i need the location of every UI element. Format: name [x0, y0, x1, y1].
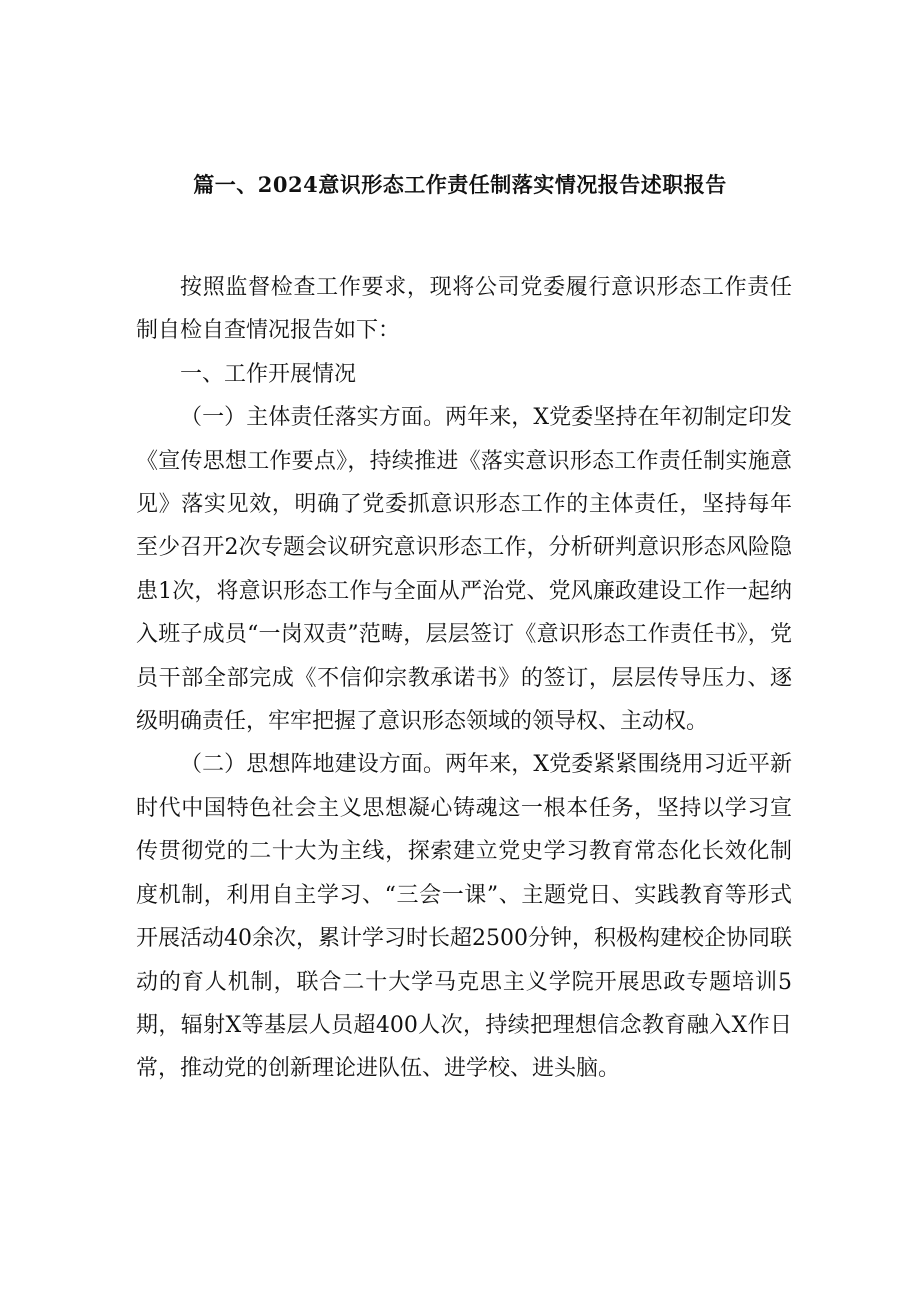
paragraph-main-responsibility: （一）主体责任落实方面。两年来，X党委坚持在年初制定印发《宣传思想工作要点》，持续推进《落实意识形态工作责任制实施意见》落实见效，明确了党委抓意识形态工作的主体责任，坚持每年至少召开2次专题会议研究意识形态工作，分析研判意识形态风险隐患1次，将意识形态工作与全面从严治党、党风廉政建设工作一起纳入班子成员“一岗双责”范畴，层层签订《意识形态工作责任书》，党员干部全部完成《不信仰宗教承诺书》的签订，层层传导压力、逐级明确责任，牢牢把握了意识形态领域的领导权、主动权。 [136, 405, 792, 735]
section-heading-work-status: 一、工作开展情况 [180, 361, 357, 387]
intro-paragraph: 按照监督检查工作要求，现将公司党委履行意识形态工作责任制自检自查情况报告如下： [136, 275, 792, 344]
document-body [136, 266, 792, 1091]
document-title: 篇一、2024意识形态工作责任制落实情况报告述职报告 [193, 172, 727, 197]
paragraph-ideological-position: （二）思想阵地建设方面。两年来，X党委紧紧围绕用习近平新时代中国特色社会主义思想凝心铸魂这一根本任务，坚持以学习宣传贯彻党的二十大为主线，探索建立党史学习教育常态化长效化制度机制，利用自主学习、“三会一课”、主题党日、实践教育等形式开展活动40余次，累计学习时长超2500分钟，积极构建校企协同联动的育人机制，联合二十大学马克思主义学院开展思政专题培训5期，辐射X等基层人员超400人次，持续把理想信念教育融入X作日常，推动党的创新理论进队伍、进学校、进头脑。 [136, 752, 792, 1082]
